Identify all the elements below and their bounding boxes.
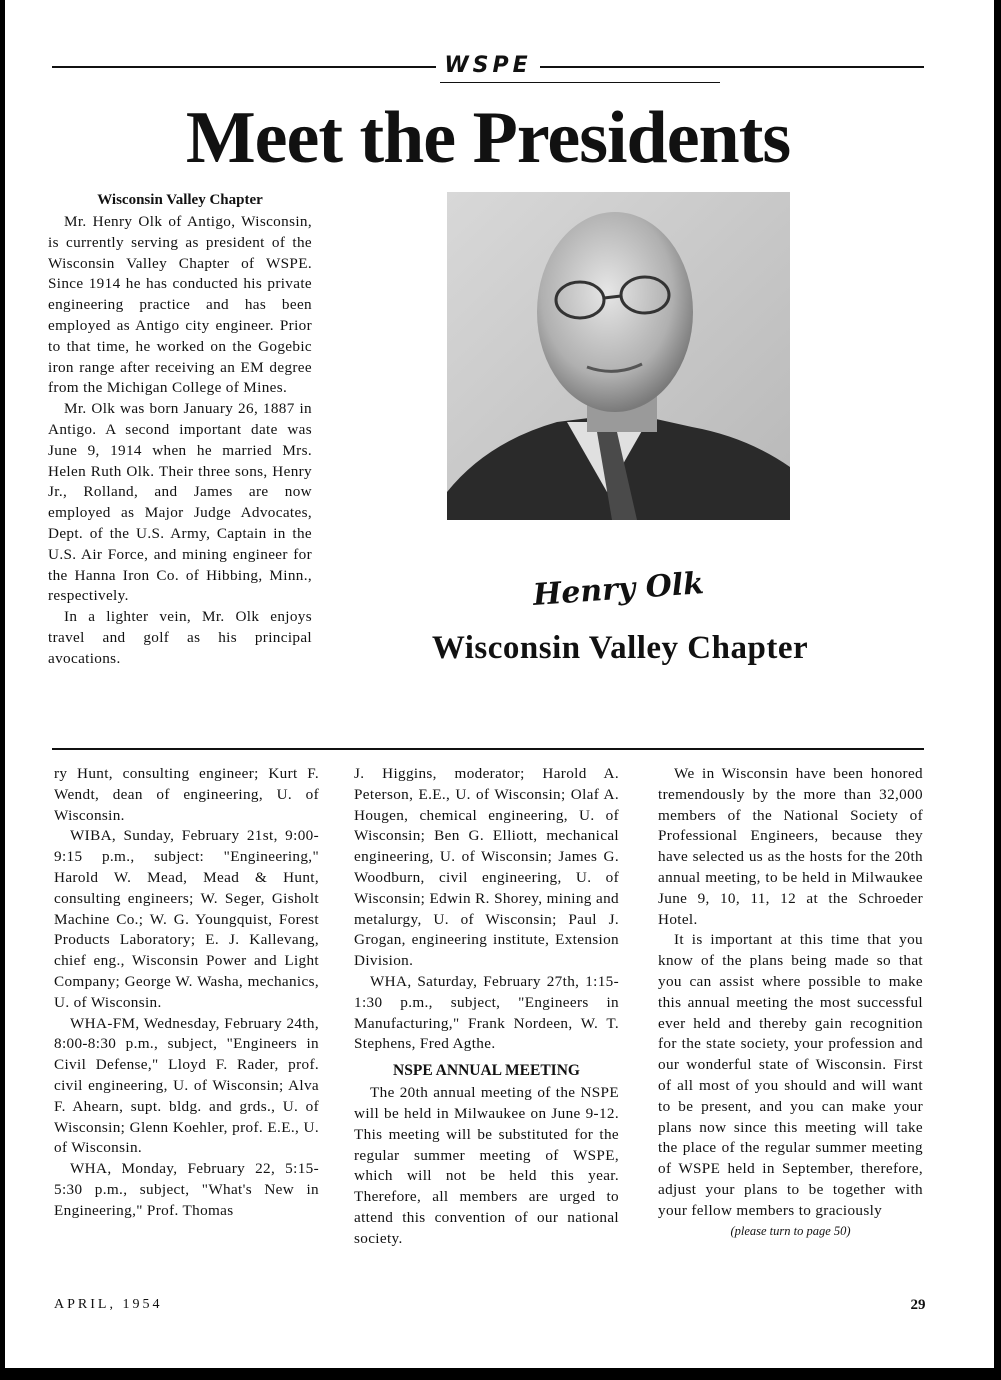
- bio-paragraph: In a lighter vein, Mr. Olk enjoys travel and golf as his principal avocations.: [48, 608, 312, 667]
- column-paragraph: It is important at this time that you know of the plans being made so that you can assist where possible to make this annual meeting the most successful ever held and thereby gain recognition for the state society, your profession and our wonderful state of Wisconsin. First of all most of you should and will want to be present, and you can make your plans now since this meeting will take the place of the regular summer meeting of WSPE held in September, therefore, adjust your plans to be together with your fellow members to graciously: [658, 931, 923, 1219]
- portrait-photo: [447, 192, 790, 520]
- column-paragraph: WHA, Monday, February 22, 5:15-5:30 p.m., subject, "What's New in Engineering," Prof. Thomas: [54, 1160, 319, 1219]
- chapter-caption: Wisconsin Valley Chapter: [431, 630, 809, 666]
- column-paragraph: WHA-FM, Wednesday, February 24th, 8:00-8:30 p.m., subject, "Engineers in Civil Defense," Lloyd F. Rader, prof. civil engineering, U. of Wisconsin; Alva F. Ahearn, supt. bldg. and grds., U. of Wisconsin; Glenn Koehler, prof. E.E., U. of Wisconsin.: [54, 1014, 319, 1157]
- scan-border-bottom: [0, 1368, 1001, 1380]
- column-paragraph: J. Higgins, moderator; Harold A. Peterson, E.E., U. of Wisconsin; Olaf A. Hougen, chemical engineering, U. of Wisconsin; Ben G. Elliott, mechanical engineering, U. of Wisconsin; James G. Woodburn, civil engineering, U. of Wisconsin; Edwin R. Shorey, mining and metalurgy, U. of Wisconsin; Paul J. Grogan, engineering institute, Extension Division.: [354, 765, 619, 970]
- page-title: Meet the Presidents: [185, 97, 791, 179]
- masthead-rule-left: [52, 66, 436, 68]
- masthead-underline: [440, 82, 720, 83]
- scan-border-left: [0, 0, 5, 1380]
- column-paragraph: We in Wisconsin have been honored tremendously by the more than 32,000 members of the National Society of Professional Engineers, because they have selected us as the hosts for the 20th annual meeting, to be held in Milwaukee June 9, 10, 11, 12 at the Schroeder Hotel.: [658, 765, 923, 928]
- continued-note: (please turn to page 50): [730, 1223, 851, 1238]
- section-subheading: NSPE ANNUAL MEETING: [393, 1062, 580, 1080]
- issue-date: APRIL, 1954: [54, 1297, 163, 1312]
- column-paragraph: WHA, Saturday, February 27th, 1:15-1:30 p.m., subject, "Engineers in Manufacturing," Frank Nordeen, W. T. Stephens, Fred Agthe.: [354, 972, 619, 1053]
- signature: Henry Olk: [531, 566, 706, 613]
- article-column-3: [658, 764, 923, 1240]
- column-paragraph: ry Hunt, consulting engineer; Kurt F. Wendt, dean of engineering, U. of Wisconsin.: [54, 765, 319, 824]
- portrait-illustration: [447, 192, 790, 520]
- bio-paragraph: Mr. Olk was born January 26, 1887 in Antigo. A second important date was June 9, 1914 when he married Mrs. Helen Ruth Olk. Their three sons, Henry Jr., Rolland, and James are now employed as Major Judge Advocates, Dept. of the U.S. Army, Captain in the U.S. Air Force, and mining engineer for the Hanna Iron Co. of Hibbing, Minn., respectively.: [48, 400, 312, 605]
- article-column-1: [54, 764, 319, 1222]
- masthead: WSPE: [444, 53, 532, 78]
- bio-paragraph: Mr. Henry Olk of Antigo, Wisconsin, is currently serving as president of the Wisconsin Valley Chapter of WSPE. Since 1914 he has conducted his private engineering practice and has been employed as Antigo city engineer. Prior to that time, he worked on the Gogebic iron range after receiving an EM degree from the Michigan College of Mines.: [48, 213, 312, 397]
- masthead-rule-right: [540, 66, 924, 68]
- column-paragraph: WIBA, Sunday, February 21st, 9:00-9:15 p.m., subject: "Engineering," Harold W. Mead, Mead & Hunt, consulting engineers; W. Seger, Gisholt Machine Co.; W. G. Youngquist, Forest Products Laboratory; E. J. Kallevang, chief eng., Wisconsin Power and Light Company; George W. Washa, mechanics, U. of Wisconsin.: [54, 827, 319, 1011]
- scan-border-right: [994, 0, 1001, 1380]
- bio-column: [48, 190, 312, 670]
- bio-heading: Wisconsin Valley Chapter: [97, 192, 263, 208]
- article-column-2: [354, 764, 619, 1250]
- section-divider: [52, 748, 924, 750]
- column-paragraph: The 20th annual meeting of the NSPE will be held in Milwaukee on June 9-12. This meeting will be substituted for the regular summer meeting of WSPE, which will not be held this year. Therefore, all members are urged to attend this convention of our national society.: [354, 1084, 619, 1247]
- page-number: 29: [910, 1297, 926, 1313]
